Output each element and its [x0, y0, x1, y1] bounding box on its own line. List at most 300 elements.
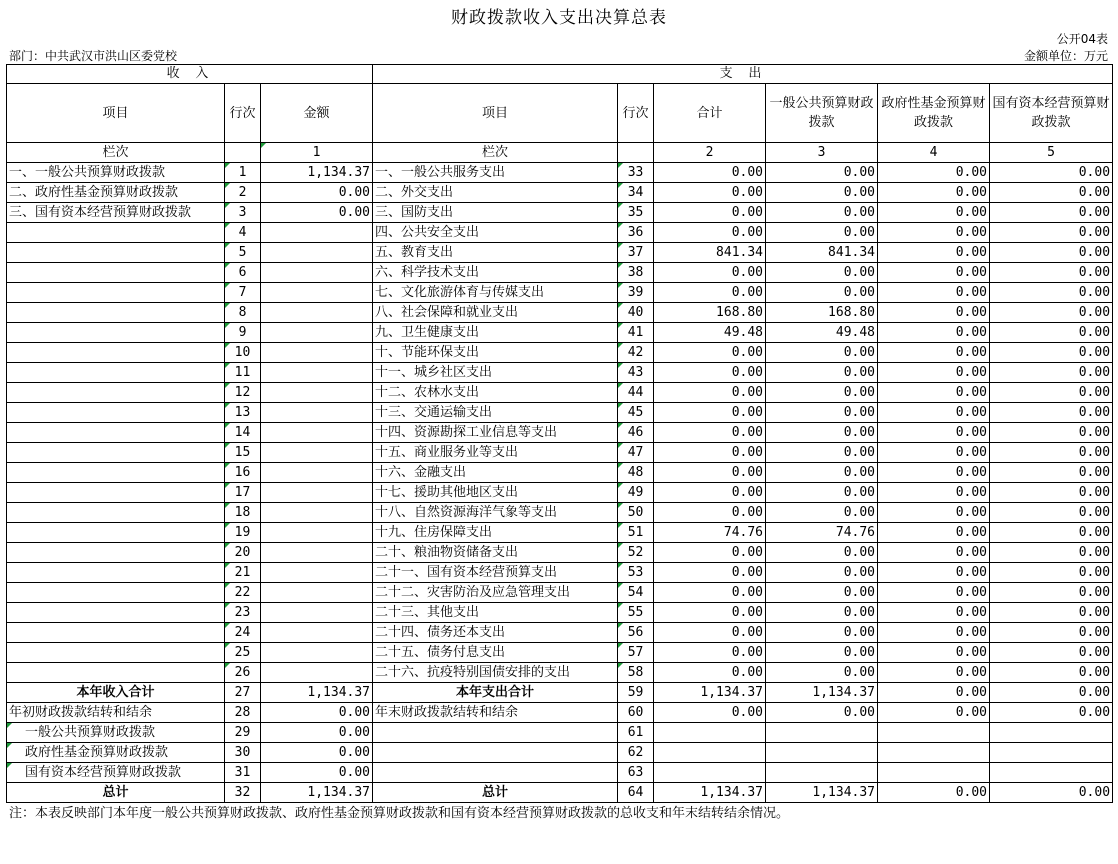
- expense-total: 0.00: [654, 543, 766, 563]
- income-row-number: 5: [225, 243, 261, 263]
- gov-fund-amount: 0.00: [878, 463, 990, 483]
- general-budget-amount: [766, 763, 878, 783]
- general-budget-amount: 0.00: [766, 403, 878, 423]
- general-budget-amount: 0.00: [766, 223, 878, 243]
- income-row-number: 13: [225, 403, 261, 423]
- table-row: [7, 683, 1113, 703]
- table-row: [7, 503, 1113, 523]
- table-row: [7, 763, 1113, 783]
- general-budget-amount: 0.00: [766, 603, 878, 623]
- income-item: [7, 583, 225, 603]
- gov-fund-amount: 0.00: [878, 663, 990, 683]
- expense-item: 年末财政拨款结转和结余: [373, 703, 618, 723]
- general-budget-amount: 0.00: [766, 163, 878, 183]
- expense-total: 0.00: [654, 403, 766, 423]
- general-budget-amount: 841.34: [766, 243, 878, 263]
- income-row-number: 11: [225, 363, 261, 383]
- expense-row-number: 34: [618, 183, 654, 203]
- table-row: [7, 203, 1113, 223]
- expense-row-number: 53: [618, 563, 654, 583]
- general-budget-amount: 0.00: [766, 543, 878, 563]
- table-row: [7, 423, 1113, 443]
- state-capital-amount: 0.00: [990, 383, 1113, 403]
- expense-total: 0.00: [654, 383, 766, 403]
- expense-section-header: 支 出: [373, 65, 1113, 84]
- income-item: 总计: [7, 783, 225, 803]
- gov-fund-amount: 0.00: [878, 503, 990, 523]
- income-row-number: 17: [225, 483, 261, 503]
- expense-total: 0.00: [654, 443, 766, 463]
- column-number-5: 5: [990, 143, 1113, 163]
- expense-row-number: 61: [618, 723, 654, 743]
- table-row: [7, 443, 1113, 463]
- expense-item: 二十四、债务还本支出: [373, 623, 618, 643]
- income-row-number: 26: [225, 663, 261, 683]
- income-row-number: 12: [225, 383, 261, 403]
- income-amount: 0.00: [261, 183, 373, 203]
- column-number-1: 1: [261, 143, 373, 163]
- table-row: [7, 603, 1113, 623]
- expense-total: 0.00: [654, 423, 766, 443]
- income-amount: [261, 423, 373, 443]
- expense-row-number: 52: [618, 543, 654, 563]
- expense-item: 二十一、国有资本经营预算支出: [373, 563, 618, 583]
- expense-total: 0.00: [654, 263, 766, 283]
- income-amount: [261, 323, 373, 343]
- expense-item: 十、节能环保支出: [373, 343, 618, 363]
- gov-fund-amount: 0.00: [878, 403, 990, 423]
- expense-row-number: 58: [618, 663, 654, 683]
- state-capital-amount: 0.00: [990, 183, 1113, 203]
- general-budget-amount: 49.48: [766, 323, 878, 343]
- expense-total: 841.34: [654, 243, 766, 263]
- expense-item: 十四、资源勘探工业信息等支出: [373, 423, 618, 443]
- income-amount: [261, 263, 373, 283]
- state-capital-amount: 0.00: [990, 283, 1113, 303]
- expense-row-number: 39: [618, 283, 654, 303]
- gov-fund-amount: 0.00: [878, 183, 990, 203]
- table-row: [7, 743, 1113, 763]
- gov-fund-amount: 0.00: [878, 223, 990, 243]
- department-label: 部门：中共武汉市洪山区委党校: [9, 49, 178, 63]
- gov-fund-amount: 0.00: [878, 163, 990, 183]
- state-capital-amount: [990, 743, 1113, 763]
- gov-fund-amount: 0.00: [878, 563, 990, 583]
- general-budget-amount: 0.00: [766, 183, 878, 203]
- income-amount: [261, 623, 373, 643]
- gov-fund-amount: 0.00: [878, 323, 990, 343]
- income-item: [7, 223, 225, 243]
- expense-row-number: 49: [618, 483, 654, 503]
- page-title: 财政拨款收入支出决算总表: [451, 8, 667, 28]
- expense-total: 0.00: [654, 643, 766, 663]
- income-row-number: 2: [225, 183, 261, 203]
- table-row: [7, 783, 1113, 803]
- income-item: [7, 623, 225, 643]
- expense-rowno-header: 行次: [618, 84, 654, 143]
- general-budget-amount: 0.00: [766, 663, 878, 683]
- expense-total: 1,134.37: [654, 783, 766, 803]
- expense-item: 十九、住房保障支出: [373, 523, 618, 543]
- income-item: [7, 603, 225, 623]
- expense-row-number: 46: [618, 423, 654, 443]
- expense-row-number: 59: [618, 683, 654, 703]
- expense-total: 0.00: [654, 343, 766, 363]
- expense-item: 八、社会保障和就业支出: [373, 303, 618, 323]
- income-item: 一、一般公共预算财政拨款: [7, 163, 225, 183]
- column-number-4: 4: [878, 143, 990, 163]
- expense-total: 0.00: [654, 183, 766, 203]
- empty-cell: [225, 143, 261, 163]
- income-item: [7, 543, 225, 563]
- gov-fund-amount: 0.00: [878, 443, 990, 463]
- gov-fund-amount: 0.00: [878, 583, 990, 603]
- expense-total: 0.00: [654, 563, 766, 583]
- expense-total: 0.00: [654, 203, 766, 223]
- income-row-number: 6: [225, 263, 261, 283]
- income-item: [7, 483, 225, 503]
- state-capital-amount: 0.00: [990, 343, 1113, 363]
- expense-total: [654, 763, 766, 783]
- expense-row-number: 51: [618, 523, 654, 543]
- expense-item: 三、国防支出: [373, 203, 618, 223]
- income-item: [7, 663, 225, 683]
- income-amount: [261, 503, 373, 523]
- income-row-number: 8: [225, 303, 261, 323]
- income-amount-header: 金额: [261, 84, 373, 143]
- income-item-header: 项目: [7, 84, 225, 143]
- general-budget-amount: 1,134.37: [766, 683, 878, 703]
- income-row-number: 14: [225, 423, 261, 443]
- general-budget-amount: 1,134.37: [766, 783, 878, 803]
- expense-item: 十八、自然资源海洋气象等支出: [373, 503, 618, 523]
- expense-item: 七、文化旅游体育与传媒支出: [373, 283, 618, 303]
- state-capital-amount: 0.00: [990, 623, 1113, 643]
- expense-total: 0.00: [654, 503, 766, 523]
- expense-total: 0.00: [654, 223, 766, 243]
- general-budget-header: 一般公共预算财政拨款: [766, 84, 878, 143]
- expense-item: 十七、援助其他地区支出: [373, 483, 618, 503]
- income-item: [7, 303, 225, 323]
- income-amount: 1,134.37: [261, 783, 373, 803]
- expense-total-header: 合计: [654, 84, 766, 143]
- general-budget-amount: 0.00: [766, 483, 878, 503]
- income-row-number: 7: [225, 283, 261, 303]
- expense-row-number: 48: [618, 463, 654, 483]
- expense-total: 0.00: [654, 663, 766, 683]
- income-amount: [261, 283, 373, 303]
- table-row: [7, 183, 1113, 203]
- expense-row-number: 56: [618, 623, 654, 643]
- state-capital-amount: 0.00: [990, 563, 1113, 583]
- state-capital-amount: 0.00: [990, 403, 1113, 423]
- gov-fund-amount: 0.00: [878, 603, 990, 623]
- state-capital-amount: 0.00: [990, 643, 1113, 663]
- table-row: [7, 283, 1113, 303]
- expense-item: 总计: [373, 783, 618, 803]
- expense-total: 0.00: [654, 603, 766, 623]
- income-amount: [261, 343, 373, 363]
- expense-item: 二十五、债务付息支出: [373, 643, 618, 663]
- income-item: 政府性基金预算财政拨款: [7, 743, 225, 763]
- expense-column-label: 栏次: [373, 143, 618, 163]
- expense-row-number: 38: [618, 263, 654, 283]
- income-amount: [261, 243, 373, 263]
- income-amount: [261, 563, 373, 583]
- income-row-number: 21: [225, 563, 261, 583]
- table-row: [7, 623, 1113, 643]
- income-item: [7, 443, 225, 463]
- state-capital-amount: 0.00: [990, 163, 1113, 183]
- income-item: 一般公共预算财政拨款: [7, 723, 225, 743]
- gov-fund-amount: 0.00: [878, 643, 990, 663]
- income-row-number: 15: [225, 443, 261, 463]
- expense-row-number: 40: [618, 303, 654, 323]
- income-amount: 0.00: [261, 763, 373, 783]
- expense-row-number: 55: [618, 603, 654, 623]
- income-amount: 1,134.37: [261, 163, 373, 183]
- general-budget-amount: 0.00: [766, 363, 878, 383]
- table-row: [7, 703, 1113, 723]
- gov-fund-amount: [878, 763, 990, 783]
- gov-fund-amount: 0.00: [878, 683, 990, 703]
- table-row: [7, 583, 1113, 603]
- income-amount: [261, 543, 373, 563]
- table-row: [7, 363, 1113, 383]
- income-amount: 0.00: [261, 203, 373, 223]
- income-amount: [261, 523, 373, 543]
- income-amount: [261, 363, 373, 383]
- general-budget-amount: 0.00: [766, 563, 878, 583]
- expense-row-number: 47: [618, 443, 654, 463]
- expense-item-header: 项目: [373, 84, 618, 143]
- gov-fund-amount: 0.00: [878, 343, 990, 363]
- income-item: [7, 643, 225, 663]
- table-row: [7, 263, 1113, 283]
- expense-item: 九、卫生健康支出: [373, 323, 618, 343]
- income-item: [7, 283, 225, 303]
- state-capital-amount: 0.00: [990, 543, 1113, 563]
- income-item: 年初财政拨款结转和结余: [7, 703, 225, 723]
- gov-fund-amount: [878, 743, 990, 763]
- income-amount: [261, 463, 373, 483]
- table-row: [7, 223, 1113, 243]
- expense-total: 168.80: [654, 303, 766, 323]
- income-row-number: 3: [225, 203, 261, 223]
- expense-total: [654, 743, 766, 763]
- expense-item: [373, 763, 618, 783]
- income-amount: [261, 303, 373, 323]
- expense-row-number: 60: [618, 703, 654, 723]
- income-column-label: 栏次: [7, 143, 225, 163]
- expense-total: 0.00: [654, 583, 766, 603]
- income-item: [7, 263, 225, 283]
- income-row-number: 16: [225, 463, 261, 483]
- income-amount: [261, 443, 373, 463]
- expense-row-number: 33: [618, 163, 654, 183]
- state-capital-amount: 0.00: [990, 683, 1113, 703]
- expense-total: 1,134.37: [654, 683, 766, 703]
- expense-item: 四、公共安全支出: [373, 223, 618, 243]
- income-amount: 0.00: [261, 723, 373, 743]
- table-row: [7, 723, 1113, 743]
- general-budget-amount: 0.00: [766, 503, 878, 523]
- expense-item: 本年支出合计: [373, 683, 618, 703]
- general-budget-amount: [766, 743, 878, 763]
- expense-row-number: 57: [618, 643, 654, 663]
- expense-row-number: 45: [618, 403, 654, 423]
- income-row-number: 9: [225, 323, 261, 343]
- general-budget-amount: 0.00: [766, 263, 878, 283]
- gov-fund-amount: 0.00: [878, 483, 990, 503]
- expense-row-number: 63: [618, 763, 654, 783]
- expense-item: 十三、交通运输支出: [373, 403, 618, 423]
- income-row-number: 24: [225, 623, 261, 643]
- income-item: [7, 463, 225, 483]
- expense-item: 十五、商业服务业等支出: [373, 443, 618, 463]
- gov-fund-amount: 0.00: [878, 543, 990, 563]
- state-capital-amount: 0.00: [990, 463, 1113, 483]
- general-budget-amount: 0.00: [766, 623, 878, 643]
- general-budget-amount: [766, 723, 878, 743]
- income-amount: [261, 383, 373, 403]
- gov-fund-amount: 0.00: [878, 303, 990, 323]
- table-row: [7, 523, 1113, 543]
- general-budget-amount: 0.00: [766, 583, 878, 603]
- income-item: [7, 523, 225, 543]
- income-item: [7, 383, 225, 403]
- state-capital-amount: 0.00: [990, 323, 1113, 343]
- form-code: 公开04表: [1056, 32, 1108, 46]
- general-budget-amount: 0.00: [766, 423, 878, 443]
- expense-total: 0.00: [654, 623, 766, 643]
- general-budget-amount: 0.00: [766, 643, 878, 663]
- expense-item: [373, 743, 618, 763]
- gov-fund-header: 政府性基金预算财政拨款: [878, 84, 990, 143]
- gov-fund-amount: 0.00: [878, 523, 990, 543]
- expense-item: 六、科学技术支出: [373, 263, 618, 283]
- expense-row-number: 35: [618, 203, 654, 223]
- income-item: 三、国有资本经营预算财政拨款: [7, 203, 225, 223]
- state-capital-amount: 0.00: [990, 483, 1113, 503]
- general-budget-amount: 0.00: [766, 443, 878, 463]
- gov-fund-amount: 0.00: [878, 383, 990, 403]
- state-capital-amount: 0.00: [990, 503, 1113, 523]
- income-amount: [261, 223, 373, 243]
- income-amount: [261, 583, 373, 603]
- expense-row-number: 62: [618, 743, 654, 763]
- unit-label: 金额单位：万元: [1023, 49, 1108, 63]
- expense-row-number: 41: [618, 323, 654, 343]
- table-row: [7, 643, 1113, 663]
- expense-total: 0.00: [654, 703, 766, 723]
- general-budget-amount: 0.00: [766, 343, 878, 363]
- expense-item: 十一、城乡社区支出: [373, 363, 618, 383]
- state-capital-header: 国有资本经营预算财政拨款: [990, 84, 1113, 143]
- general-budget-amount: 0.00: [766, 383, 878, 403]
- general-budget-amount: 0.00: [766, 703, 878, 723]
- state-capital-amount: 0.00: [990, 783, 1113, 803]
- expense-item: 二十三、其他支出: [373, 603, 618, 623]
- income-row-number: 22: [225, 583, 261, 603]
- income-item: 本年收入合计: [7, 683, 225, 703]
- expense-total: 0.00: [654, 463, 766, 483]
- income-row-number: 19: [225, 523, 261, 543]
- income-row-number: 4: [225, 223, 261, 243]
- gov-fund-amount: 0.00: [878, 283, 990, 303]
- income-row-number: 27: [225, 683, 261, 703]
- income-item: [7, 343, 225, 363]
- state-capital-amount: 0.00: [990, 603, 1113, 623]
- budget-summary-table: [6, 64, 1113, 803]
- income-row-number: 20: [225, 543, 261, 563]
- gov-fund-amount: 0.00: [878, 263, 990, 283]
- gov-fund-amount: 0.00: [878, 243, 990, 263]
- expense-item: 二、外交支出: [373, 183, 618, 203]
- expense-row-number: 50: [618, 503, 654, 523]
- expense-item: 二十、粮油物资储备支出: [373, 543, 618, 563]
- expense-row-number: 43: [618, 363, 654, 383]
- expense-row-number: 64: [618, 783, 654, 803]
- income-item: [7, 563, 225, 583]
- income-row-number: 32: [225, 783, 261, 803]
- income-item: [7, 403, 225, 423]
- income-item: [7, 423, 225, 443]
- general-budget-amount: 0.00: [766, 283, 878, 303]
- expense-item: 十二、农林水支出: [373, 383, 618, 403]
- gov-fund-amount: 0.00: [878, 623, 990, 643]
- table-row: [7, 483, 1113, 503]
- gov-fund-amount: 0.00: [878, 363, 990, 383]
- income-row-number: 18: [225, 503, 261, 523]
- table-row: [7, 463, 1113, 483]
- table-row: [7, 323, 1113, 343]
- expense-total: 74.76: [654, 523, 766, 543]
- income-amount: [261, 483, 373, 503]
- expense-total: 0.00: [654, 283, 766, 303]
- empty-cell: [618, 143, 654, 163]
- expense-row-number: 42: [618, 343, 654, 363]
- general-budget-amount: 0.00: [766, 463, 878, 483]
- income-section-header: 收 入: [7, 65, 373, 84]
- income-item: [7, 323, 225, 343]
- expense-total: 49.48: [654, 323, 766, 343]
- income-row-number: 25: [225, 643, 261, 663]
- income-item: 国有资本经营预算财政拨款: [7, 763, 225, 783]
- expense-row-number: 54: [618, 583, 654, 603]
- gov-fund-amount: 0.00: [878, 423, 990, 443]
- general-budget-amount: 168.80: [766, 303, 878, 323]
- column-number-3: 3: [766, 143, 878, 163]
- table-row: [7, 243, 1113, 263]
- expense-total: 0.00: [654, 163, 766, 183]
- state-capital-amount: [990, 763, 1113, 783]
- income-amount: [261, 603, 373, 623]
- table-row: [7, 543, 1113, 563]
- income-row-number: 29: [225, 723, 261, 743]
- table-row: [7, 303, 1113, 323]
- state-capital-amount: 0.00: [990, 363, 1113, 383]
- state-capital-amount: 0.00: [990, 663, 1113, 683]
- income-amount: 0.00: [261, 743, 373, 763]
- income-item: 二、政府性基金预算财政拨款: [7, 183, 225, 203]
- table-row: [7, 343, 1113, 363]
- table-row: [7, 563, 1113, 583]
- state-capital-amount: 0.00: [990, 243, 1113, 263]
- gov-fund-amount: 0.00: [878, 783, 990, 803]
- income-amount: 1,134.37: [261, 683, 373, 703]
- income-row-number: 23: [225, 603, 261, 623]
